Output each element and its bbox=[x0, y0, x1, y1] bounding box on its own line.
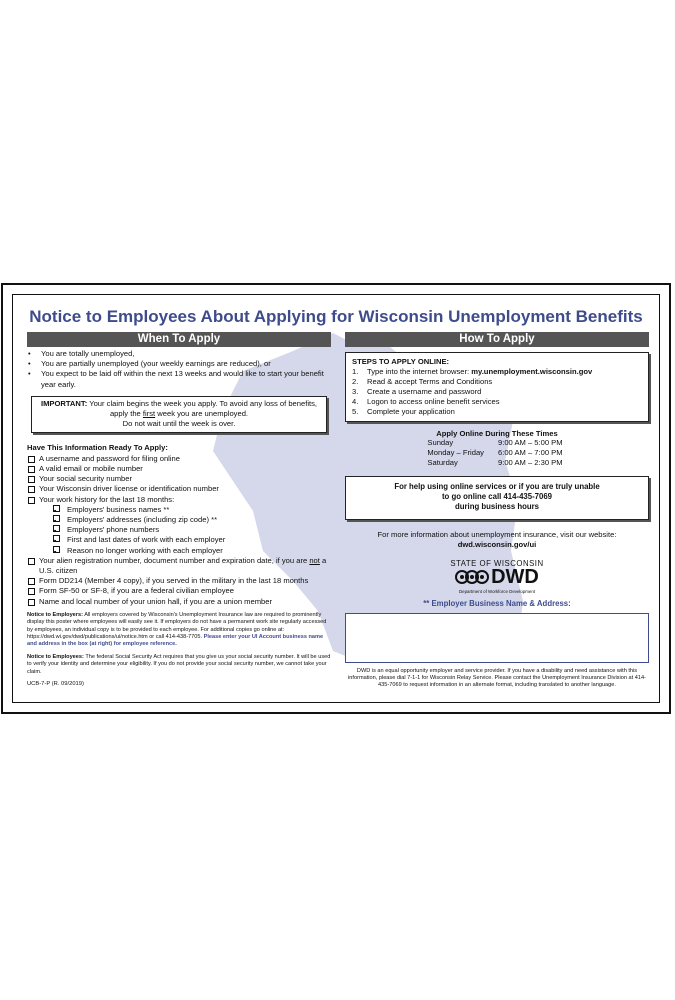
alien-text-a: Your alien registration number, document number and expiration date, if you are bbox=[39, 555, 308, 565]
important-text-3: Do not wait until the week is over. bbox=[122, 418, 236, 428]
logo-mark bbox=[455, 567, 539, 587]
info-checklist bbox=[27, 454, 331, 607]
step-item bbox=[352, 387, 642, 397]
list-item: A username and password for filing online bbox=[27, 454, 331, 464]
notice-poster bbox=[1, 283, 671, 714]
employer-address-box bbox=[345, 613, 649, 663]
notice-employers-instruction: Please enter your UI Account business name and address in the box (at right) for employee reference. bbox=[27, 634, 324, 648]
how-to-apply-heading: How To Apply bbox=[345, 332, 649, 347]
notice-employers-label: Notice to Employers: bbox=[27, 611, 83, 618]
form-id: UCB-7-P (R. 09/2019) bbox=[27, 681, 84, 688]
times-hours: 6:00 AM – 7:00 PM bbox=[497, 448, 563, 457]
step-url: my.unemployment.wisconsin.gov bbox=[471, 367, 593, 376]
important-notice-box bbox=[31, 396, 327, 433]
times-day: Saturday bbox=[427, 458, 458, 467]
times-title: Apply Online During These Times bbox=[436, 429, 558, 438]
more-info bbox=[345, 530, 649, 550]
step-text: Complete your application bbox=[367, 407, 455, 416]
important-text-2: week you are unemployed. bbox=[157, 408, 249, 418]
step-number: 1. bbox=[352, 367, 359, 376]
step-item bbox=[352, 367, 642, 377]
step-text: Logon to access online benefit services bbox=[367, 397, 500, 406]
alien-text-b: a U.S. citizen bbox=[39, 555, 327, 576]
important-text-1: Your claim begins the week you apply. To avoid any loss of benefits, apply the bbox=[89, 398, 318, 418]
alien-not-word: not bbox=[309, 555, 320, 565]
poster-title: Notice to Employees About Applying for Wisconsin Unemployment Benefits bbox=[29, 307, 643, 326]
notice-employees-label: Notice to Employees: bbox=[27, 653, 84, 660]
list-item-alien bbox=[27, 556, 331, 576]
list-item: Form SF-50 or SF-8, if you are a federal civilian employee bbox=[27, 586, 331, 596]
employer-box-label: ** Employer Business Name & Address: bbox=[423, 598, 571, 608]
logo-letters: DWD bbox=[491, 565, 539, 588]
help-line-3: during business hours bbox=[454, 502, 540, 512]
step-text: Type into the internet browser: bbox=[367, 367, 470, 376]
step-item bbox=[352, 377, 642, 387]
more-info-text: For more information about unemployment insurance, visit our website: bbox=[377, 529, 617, 539]
list-item: Form DD214 (Member 4 copy), if you served in the military in the last 18 months bbox=[27, 576, 331, 586]
notice-employers-text: All employers covered by Wisconsin's Unemployment Insurance law are required to prominently display this poster where employees will easily see it. If employers do not have a permanent work site regularly accessed by employees, an individual copy is to be provided to each employee. For additional copies go online at: https://dwd.wi.gov/dwd/publications/ui/notice.htm or call 414-438-7705. bbox=[27, 611, 327, 641]
step-item bbox=[352, 397, 642, 407]
important-label: IMPORTANT: bbox=[40, 398, 88, 408]
list-item-work-history bbox=[27, 495, 331, 556]
table-row bbox=[427, 458, 566, 468]
logo-state-text: STATE OF WISCONSIN bbox=[450, 558, 544, 568]
logo-subtitle: Department of Workforce Development bbox=[458, 588, 536, 594]
online-times-table bbox=[427, 438, 566, 468]
steps-list bbox=[352, 367, 642, 417]
step-number: 4. bbox=[352, 397, 359, 406]
important-first-word: first bbox=[142, 408, 156, 418]
help-line-2: to go online call 414-435-7069 bbox=[441, 492, 553, 502]
linked-circles-icon bbox=[455, 569, 489, 585]
dwd-logo bbox=[345, 559, 649, 594]
list-item: • You expect to be laid off within the next 13 weeks and would like to start your benefit year early. bbox=[27, 369, 331, 389]
list-item: A valid email or mobile number bbox=[27, 464, 331, 474]
list-item: ■ Employers' phone numbers bbox=[39, 525, 331, 535]
work-history-sublist bbox=[39, 505, 331, 556]
list-item: Your Wisconsin driver license or identification number bbox=[27, 484, 331, 494]
list-item: ■ First and last dates of work with each employer bbox=[39, 535, 331, 545]
list-item: ■ Employers' addresses (including zip code) ** bbox=[39, 515, 331, 525]
help-line-1: For help using online services or if you are truly unable bbox=[394, 482, 600, 491]
list-item: ■ Reason no longer working with each employer bbox=[39, 546, 331, 556]
step-number: 3. bbox=[352, 387, 359, 396]
list-item: Name and local number of your union hall, if you are a union member bbox=[27, 597, 331, 607]
step-number: 5. bbox=[352, 407, 359, 416]
when-to-apply-column bbox=[27, 332, 331, 687]
times-day: Sunday bbox=[427, 438, 454, 447]
website-link[interactable]: dwd.wisconsin.gov/ui bbox=[457, 539, 537, 549]
notice-employees-text: The federal Social Security Act requires that you give us your social security number. It will be used to verify your identity and determine your eligibility. If you do not provide your social security number, we cannot take your claim. bbox=[27, 653, 331, 675]
step-number: 2. bbox=[352, 377, 359, 386]
when-to-apply-list bbox=[27, 349, 331, 390]
info-ready-title: Have This Information Ready To Apply: bbox=[27, 442, 168, 452]
notice-to-employees bbox=[27, 654, 331, 676]
when-to-apply-heading: When To Apply bbox=[27, 332, 331, 347]
step-text: Create a username and password bbox=[367, 387, 482, 396]
table-row bbox=[427, 448, 566, 458]
times-hours: 9:00 AM – 2:30 PM bbox=[497, 458, 563, 467]
eeo-statement: DWD is an equal opportunity employer and service provider. If you have a disability and need assistance with this information, please dial 7-1-1 for Wisconsin Relay Service. Please contact the Unemployment Insurance Division at 414-435-7069 to request information in an alternate format, including translated to another language. bbox=[348, 667, 646, 689]
work-history-label: Your work history for the last 18 months: bbox=[39, 494, 175, 504]
notice-to-employers bbox=[27, 612, 331, 649]
steps-box bbox=[345, 352, 649, 422]
times-hours: 9:00 AM – 5:00 PM bbox=[497, 438, 563, 447]
table-row bbox=[427, 438, 566, 448]
list-item: ■ Employers' business names ** bbox=[39, 505, 331, 515]
step-item bbox=[352, 407, 642, 417]
times-day: Monday – Friday bbox=[427, 448, 484, 457]
list-item: • You are totally unemployed, bbox=[27, 349, 331, 359]
list-item: • You are partially unemployed (your weekly earnings are reduced), or bbox=[27, 359, 331, 369]
how-to-apply-column bbox=[345, 332, 649, 690]
step-text: Read & accept Terms and Conditions bbox=[367, 377, 493, 386]
list-item: Your social security number bbox=[27, 474, 331, 484]
poster-inner-frame bbox=[12, 294, 660, 703]
phone-help-box bbox=[345, 476, 649, 520]
steps-title: STEPS TO APPLY ONLINE: bbox=[352, 357, 450, 366]
